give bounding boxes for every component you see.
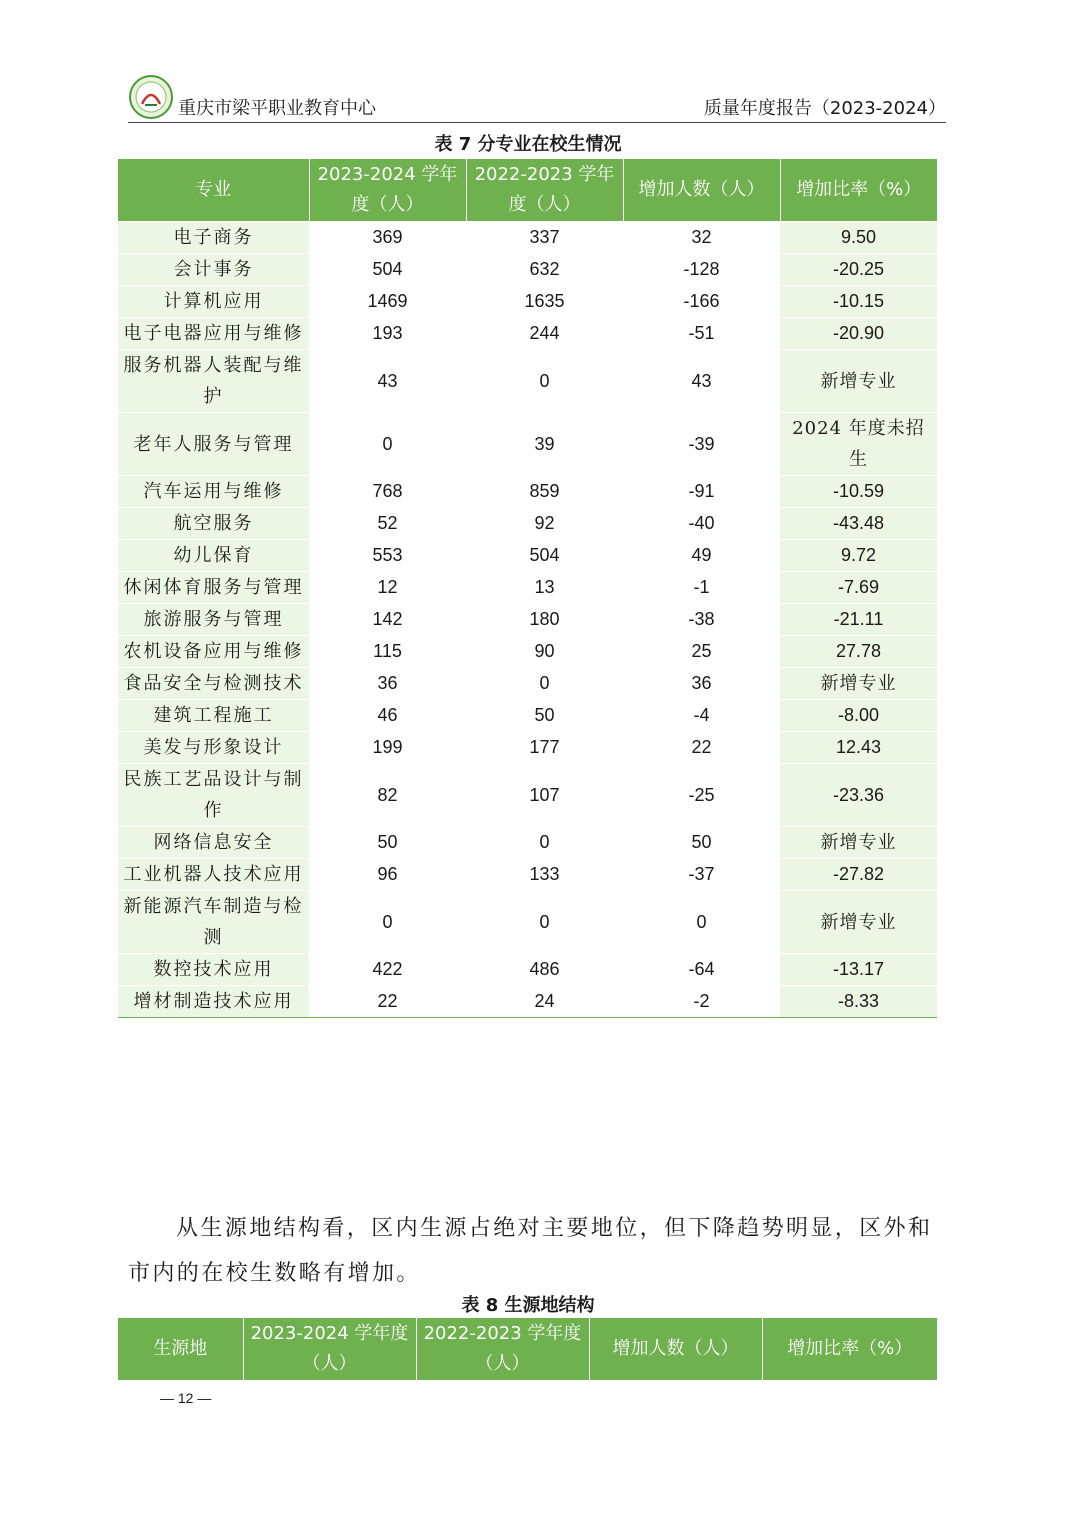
table-row: [118, 413, 937, 476]
value-2023-cell: 90: [466, 636, 623, 668]
major-cell: 农机设备应用与维修: [118, 636, 309, 668]
major-cell: 会计事务: [118, 254, 309, 286]
increase-cell: 49: [623, 540, 780, 572]
rate-cell: -43.48: [780, 508, 937, 540]
major-cell: 民族工艺品设计与制作: [118, 764, 309, 827]
major-cell: 电子商务: [118, 222, 309, 254]
major-cell: 增材制造技术应用: [118, 986, 309, 1018]
table-row: [118, 540, 937, 572]
rate-cell: 12.43: [780, 732, 937, 764]
table-row: [118, 986, 937, 1018]
table-row: [118, 476, 937, 508]
value-2023-cell: 107: [466, 764, 623, 827]
school-logo-icon: [128, 74, 174, 120]
value-2024-cell: 193: [309, 318, 466, 350]
rate-cell: 27.78: [780, 636, 937, 668]
increase-cell: 25: [623, 636, 780, 668]
increase-cell: -39: [623, 413, 780, 476]
rate-cell: -8.33: [780, 986, 937, 1018]
body-paragraph: 从生源地结构看，区内生源占绝对主要地位，但下降趋势明显，区外和市内的在校生数略有增加。: [128, 1216, 933, 1286]
major-cell: 计算机应用: [118, 286, 309, 318]
col-2023: 2022-2023 学年度（人）: [466, 159, 623, 222]
increase-cell: 22: [623, 732, 780, 764]
table-row: [118, 254, 937, 286]
major-cell: 建筑工程施工: [118, 700, 309, 732]
page-number: — 12 —: [160, 1390, 212, 1406]
value-2023-cell: 92: [466, 508, 623, 540]
rate-cell: 新增专业: [780, 827, 937, 859]
table-row: [118, 286, 937, 318]
value-2024-cell: 36: [309, 668, 466, 700]
value-2023-cell: 24: [466, 986, 623, 1018]
increase-cell: -64: [623, 954, 780, 986]
major-cell: 数控技术应用: [118, 954, 309, 986]
rate-cell: -7.69: [780, 572, 937, 604]
table-row: [118, 604, 937, 636]
value-2024-cell: 199: [309, 732, 466, 764]
value-2023-cell: 859: [466, 476, 623, 508]
rate-cell: -10.15: [780, 286, 937, 318]
increase-cell: -166: [623, 286, 780, 318]
major-cell: 汽车运用与维修: [118, 476, 309, 508]
increase-cell: 50: [623, 827, 780, 859]
table7-caption: 表 7 分专业在校生情况: [434, 134, 622, 155]
value-2023-cell: 13: [466, 572, 623, 604]
increase-cell: -51: [623, 318, 780, 350]
rate-cell: -10.59: [780, 476, 937, 508]
rate-cell: 9.72: [780, 540, 937, 572]
value-2024-cell: 422: [309, 954, 466, 986]
table-row: [118, 636, 937, 668]
rate-cell: -23.36: [780, 764, 937, 827]
major-cell: 服务机器人装配与维护: [118, 350, 309, 413]
increase-cell: -38: [623, 604, 780, 636]
value-2024-cell: 12: [309, 572, 466, 604]
table-row: [118, 732, 937, 764]
major-cell: 网络信息安全: [118, 827, 309, 859]
page-header: [128, 72, 946, 123]
increase-cell: -25: [623, 764, 780, 827]
increase-cell: -128: [623, 254, 780, 286]
value-2023-cell: 0: [466, 350, 623, 413]
value-2024-cell: 0: [309, 891, 466, 954]
major-cell: 休闲体育服务与管理: [118, 572, 309, 604]
major-cell: 美发与形象设计: [118, 732, 309, 764]
major-cell: 老年人服务与管理: [118, 413, 309, 476]
table-row: [118, 764, 937, 827]
org-name: 重庆市梁平职业教育中心: [178, 98, 376, 119]
increase-cell: 43: [623, 350, 780, 413]
source-structure-table: [118, 1318, 937, 1380]
value-2023-cell: 180: [466, 604, 623, 636]
rate-cell: 新增专业: [780, 668, 937, 700]
value-2023-cell: 504: [466, 540, 623, 572]
value-2024-cell: 142: [309, 604, 466, 636]
table-header-row: [118, 159, 937, 222]
rate-cell: 9.50: [780, 222, 937, 254]
col-2024: 2023-2024 学年度（人）: [309, 159, 466, 222]
rate-cell: -13.17: [780, 954, 937, 986]
value-2023-cell: 0: [466, 827, 623, 859]
value-2023-cell: 244: [466, 318, 623, 350]
increase-cell: 32: [623, 222, 780, 254]
increase-cell: -2: [623, 986, 780, 1018]
value-2024-cell: 52: [309, 508, 466, 540]
increase-cell: 0: [623, 891, 780, 954]
rate-cell: -20.90: [780, 318, 937, 350]
major-cell: 新能源汽车制造与检测: [118, 891, 309, 954]
increase-cell: -91: [623, 476, 780, 508]
table-row: [118, 827, 937, 859]
value-2024-cell: 50: [309, 827, 466, 859]
major-cell: 食品安全与检测技术: [118, 668, 309, 700]
major-cell: 电子电器应用与维修: [118, 318, 309, 350]
value-2024-cell: 1469: [309, 286, 466, 318]
value-2023-cell: 486: [466, 954, 623, 986]
value-2024-cell: 22: [309, 986, 466, 1018]
value-2023-cell: 337: [466, 222, 623, 254]
increase-cell: -1: [623, 572, 780, 604]
table-row: [118, 668, 937, 700]
major-cell: 旅游服务与管理: [118, 604, 309, 636]
value-2023-cell: 0: [466, 668, 623, 700]
report-title: 质量年度报告（2023-2024）: [703, 98, 946, 119]
table-row: [118, 859, 937, 891]
value-2023-cell: 632: [466, 254, 623, 286]
value-2023-cell: 133: [466, 859, 623, 891]
increase-cell: -4: [623, 700, 780, 732]
col-rate: 增加比率（%）: [762, 1318, 937, 1380]
increase-cell: -40: [623, 508, 780, 540]
table-row: [118, 572, 937, 604]
major-cell: 航空服务: [118, 508, 309, 540]
rate-cell: 新增专业: [780, 350, 937, 413]
value-2024-cell: 504: [309, 254, 466, 286]
col-increase: 增加人数（人）: [589, 1318, 762, 1380]
major-enrollment-table: [118, 159, 937, 1018]
value-2024-cell: 43: [309, 350, 466, 413]
col-rate: 增加比率（%）: [780, 159, 937, 222]
table-row: [118, 891, 937, 954]
value-2023-cell: 0: [466, 891, 623, 954]
value-2024-cell: 96: [309, 859, 466, 891]
table-header-row: [118, 1318, 937, 1380]
value-2024-cell: 46: [309, 700, 466, 732]
table-row: [118, 508, 937, 540]
table8-caption: 表 8 生源地结构: [461, 1295, 595, 1316]
major-cell: 幼儿保育: [118, 540, 309, 572]
value-2024-cell: 369: [309, 222, 466, 254]
col-major: 专业: [118, 159, 309, 222]
rate-cell: -20.25: [780, 254, 937, 286]
value-2024-cell: 115: [309, 636, 466, 668]
col-2023: 2022-2023 学年度（人）: [416, 1318, 589, 1380]
table-row: [118, 222, 937, 254]
value-2024-cell: 0: [309, 413, 466, 476]
col-source: 生源地: [118, 1318, 243, 1380]
table-row: [118, 350, 937, 413]
increase-cell: -37: [623, 859, 780, 891]
value-2024-cell: 553: [309, 540, 466, 572]
value-2023-cell: 50: [466, 700, 623, 732]
rate-cell: -8.00: [780, 700, 937, 732]
value-2023-cell: 1635: [466, 286, 623, 318]
major-cell: 工业机器人技术应用: [118, 859, 309, 891]
value-2023-cell: 39: [466, 413, 623, 476]
value-2024-cell: 768: [309, 476, 466, 508]
increase-cell: 36: [623, 668, 780, 700]
value-2023-cell: 177: [466, 732, 623, 764]
value-2024-cell: 82: [309, 764, 466, 827]
rate-cell: 2024 年度未招生: [780, 413, 937, 476]
table-row: [118, 954, 937, 986]
table-row: [118, 700, 937, 732]
col-increase: 增加人数（人）: [623, 159, 780, 222]
rate-cell: -21.11: [780, 604, 937, 636]
col-2024: 2023-2024 学年度（人）: [243, 1318, 416, 1380]
rate-cell: 新增专业: [780, 891, 937, 954]
table-row: [118, 318, 937, 350]
rate-cell: -27.82: [780, 859, 937, 891]
